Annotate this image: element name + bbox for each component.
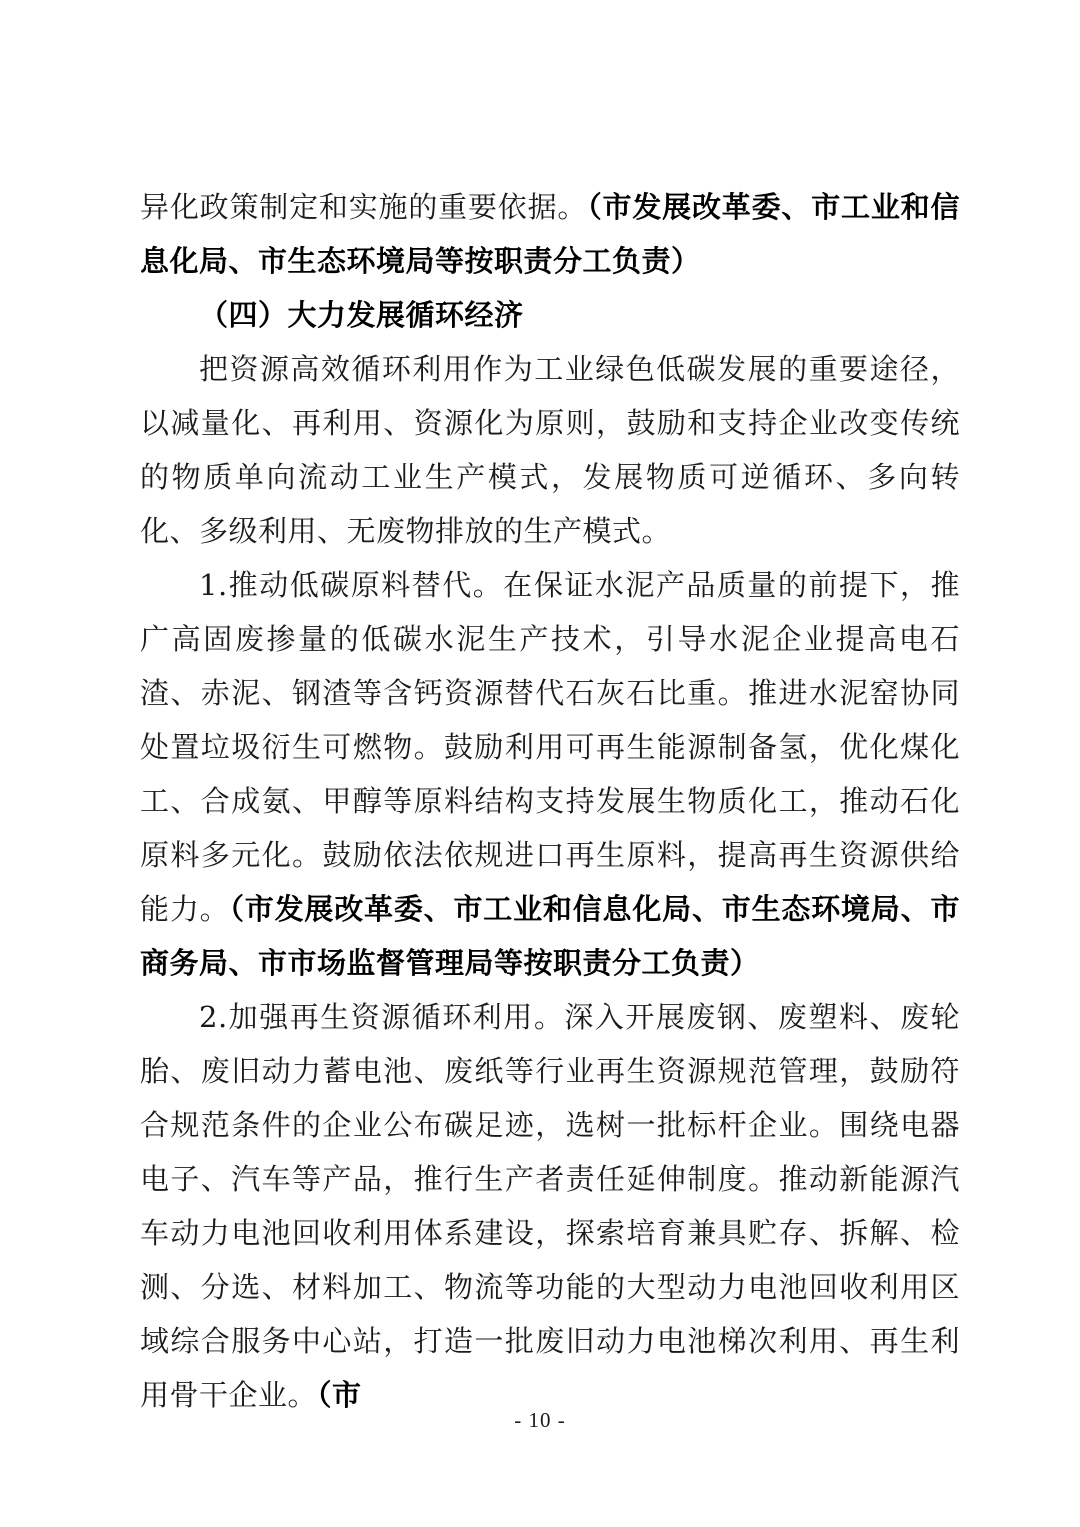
carryover-paragraph [140,180,960,288]
responsible-departments-text: （市发展改革委、市工业和信息化局、市生态环境局、市商务局、市市场监督管理局等按职责分工负责） [140,892,960,980]
page-number: - 10 - [514,1408,566,1432]
item-1-paragraph [140,558,960,990]
document-body [140,180,960,1422]
body-text: 1.推动低碳原料替代。在保证水泥产品质量的前提下，推广高固废掺量的低碳水泥生产技术，引导水泥企业提高电石渣、赤泥、钢渣等含钙资源替代石灰石比重。推进水泥窑协同处置垃圾衍生可燃物。鼓励利用可再生能源制备氢，优化煤化工、合成氨、甲醇等原料结构支持发展生物质化工，推动石化原料多元化。鼓励依法依规进口再生原料，提高再生资源供给能力。 [140,568,960,926]
section-heading [140,288,960,342]
body-text: 异化政策制定和实施的重要依据。 [140,190,588,224]
intro-paragraph [140,342,960,558]
body-text: 2.加强再生资源循环利用。深入开展废钢、废塑料、废轮胎、废旧动力蓄电池、废纸等行业再生资源规范管理，鼓励符合规范条件的企业公布碳足迹，选树一批标杆企业。围绕电器电子、汽车等产品，推行生产者责任延伸制度。推动新能源汽车动力电池回收利用体系建设，探索培育兼具贮存、拆解、检测、分选、材料加工、物流等功能的大型动力电池回收利用区域综合服务中心站，打造一批废旧动力电池梯次利用、再生利用骨干企业。 [140,1000,960,1412]
item-2-paragraph [140,990,960,1422]
responsible-departments-text: （市发展改革委、市工业和信息化局、市生态环境局等按职责分工负责） [140,190,960,278]
section-heading-text: （四）大力发展循环经济 [199,298,524,332]
body-text: 把资源高效循环利用作为工业绿色低碳发展的重要途径，以减量化、再利用、资源化为原则，鼓励和支持企业改变传统的物质单向流动工业生产模式，发展物质可逆循环、多向转化、多级利用、无废物排放的生产模式。 [140,352,960,548]
responsible-departments-text: （市 [317,1378,362,1412]
